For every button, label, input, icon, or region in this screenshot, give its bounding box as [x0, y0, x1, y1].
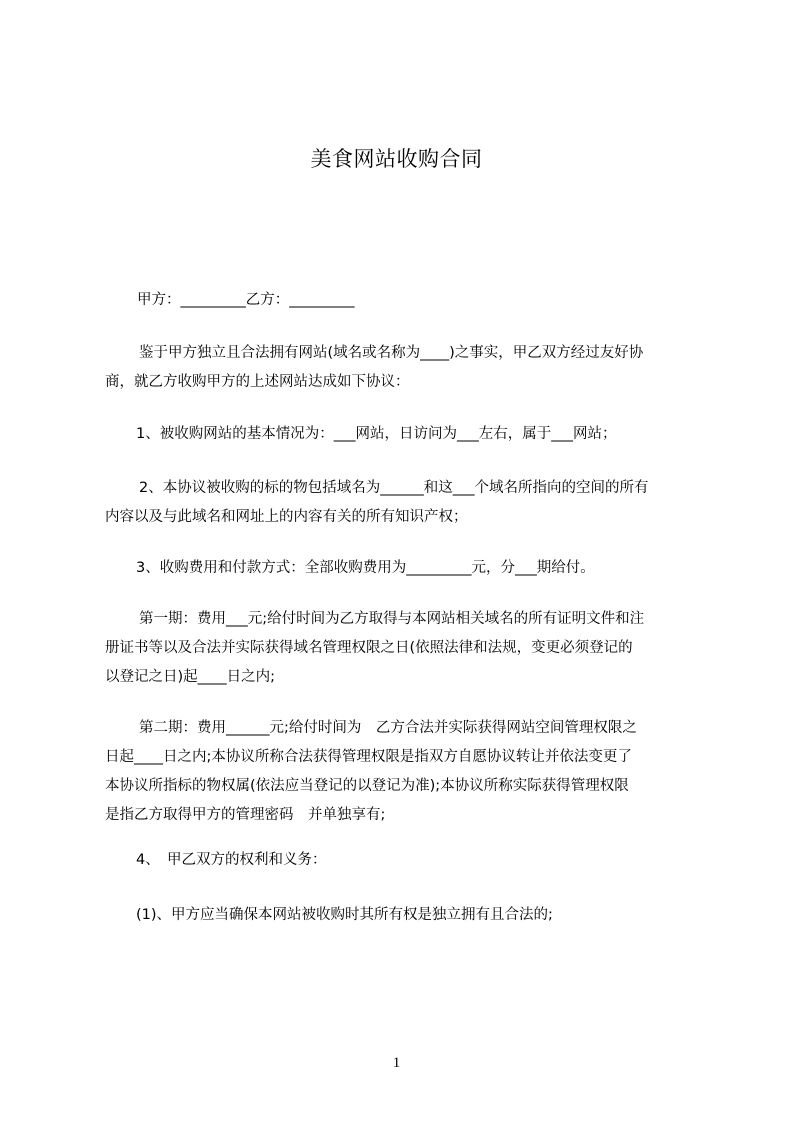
phase-2-line-3: 本协议所指标的物权属(依法应当登记的以登记为准);本协议所称实际获得管理权限 [105, 778, 629, 794]
phase-2-line-1: 第二期：费用______元;给付时间为 乙方合法并实际获得网站空间管理权限之 [139, 720, 637, 736]
phase-1-line-3: 以登记之日)起____日之内; [105, 669, 276, 685]
phase-2-line-4: 是指乙方取得甲方的管理密码 并单独享有; [105, 807, 386, 823]
page-number: 1 [392, 1055, 401, 1071]
clause-3 [105, 554, 701, 583]
clause-2-line-1: 2、本协议被收购的标的物包括域名为______和这___个域名所指向的空间的所有 [139, 480, 649, 496]
phase-2-line-2: 日起____日之内;本协议所称合法获得管理权限是指双方自愿协议转让并依法变更了 [105, 749, 632, 765]
parties-text: 甲方：_________乙方：_________ [137, 292, 355, 308]
phase-2-paragraph [105, 714, 701, 830]
parties-line [137, 286, 733, 315]
clause-3-text: 3、收购费用和付款方式：全部收购费用为_________元，分___期给付。 [136, 560, 595, 576]
clause-1 [105, 420, 701, 449]
phase-1-paragraph [105, 605, 701, 692]
document-title: 美食网站收购合同 [310, 147, 483, 171]
clause-2 [105, 474, 701, 532]
clause-2-line-2: 内容以及与此域名和网址上的内容有关的所有知识产权； [105, 509, 468, 525]
phase-1-line-2: 册证书等以及合法并实际获得域名管理权限之日(依照法律和法规，变更必须登记的 [105, 640, 633, 656]
preamble-line-2: 商，就乙方收购甲方的上述网站达成如下协议： [105, 374, 410, 390]
clause-4-1-text: (1)、甲方应当确保本网站被收购时其所有权是独立拥有且合法的; [136, 907, 553, 923]
preamble-paragraph [105, 339, 701, 397]
clause-1-text: 1、被收购网站的基本情况为：___网站，日访问为___左右，属于___网站； [136, 426, 617, 442]
preamble-line-1: 鉴于甲方独立且合法拥有网站(域名或名称为____)之事实，甲乙双方经过友好协 [139, 345, 644, 361]
phase-1-line-1: 第一期：费用___元;给付时间为乙方取得与本网站相关域名的所有证明文件和注 [139, 611, 645, 627]
clause-4-1 [105, 901, 701, 930]
clause-4-text: 4、 甲乙双方的权利和义务： [136, 852, 327, 868]
clause-4 [105, 846, 701, 875]
